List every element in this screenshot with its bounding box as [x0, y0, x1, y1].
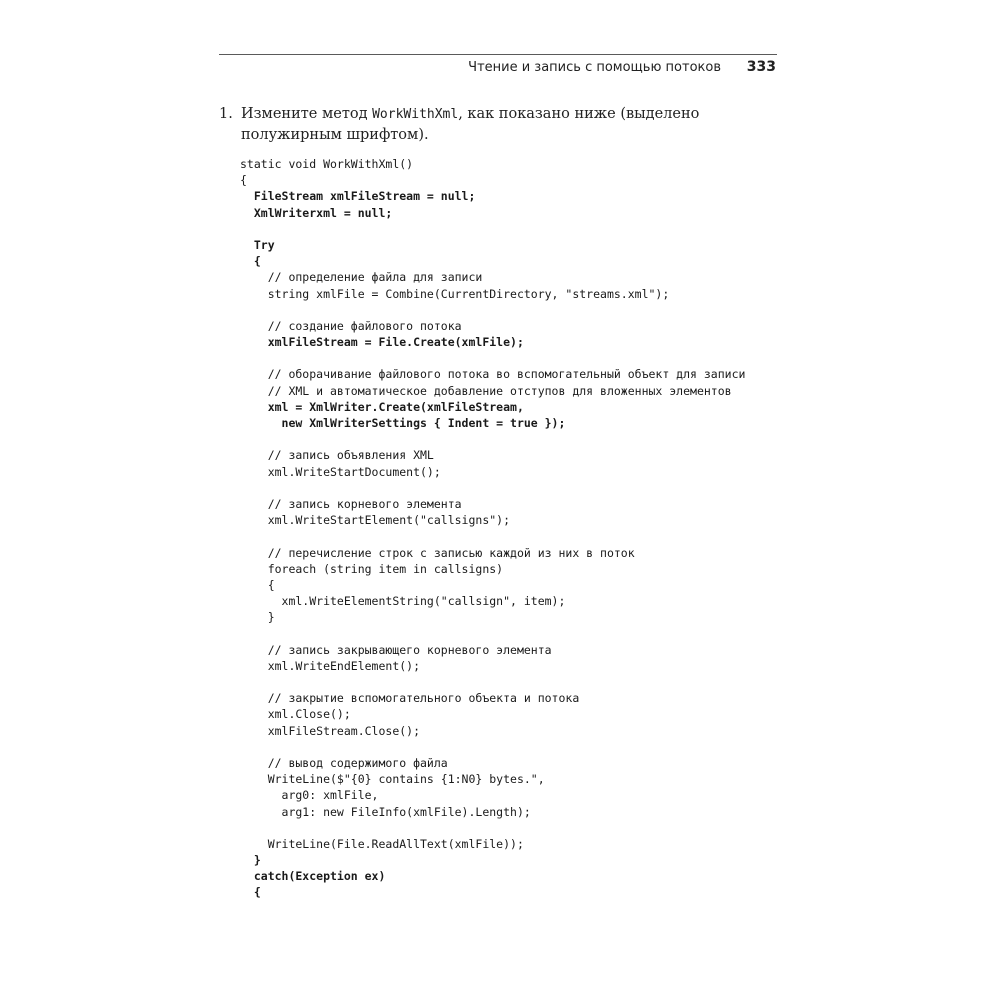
code-line: [240, 528, 745, 544]
page-number: 333: [746, 59, 776, 75]
code-line: // запись корневого элемента: [240, 496, 462, 511]
code-line: xml.WriteStartElement("callsigns");: [240, 513, 511, 528]
code-line: // запись закрывающего корневого элемента: [240, 642, 552, 657]
code-line: Try: [240, 237, 275, 252]
code-line: xmlFileStream = File.Create(xmlFile);: [240, 335, 524, 350]
code-line: [240, 674, 745, 690]
code-line: {: [240, 885, 261, 900]
code-line: [240, 625, 745, 641]
chapter-title: Чтение и запись с помощью потоков: [468, 60, 721, 75]
code-line: {: [240, 254, 261, 269]
code-line: xml.WriteStartDocument();: [240, 464, 441, 479]
code-line: xml.Close();: [240, 707, 351, 722]
code-line: XmlWriterxml = null;: [240, 205, 393, 220]
code-line: xml.WriteElementString("callsign", item);: [240, 594, 566, 609]
code-line: catch(Exception ex): [240, 869, 386, 884]
code-line: {: [240, 173, 247, 188]
code-line: WriteLine(File.ReadAllText(xmlFile));: [240, 836, 524, 851]
step-number: 1.: [219, 106, 233, 122]
code-line: new XmlWriterSettings { Indent = true });: [240, 416, 566, 430]
code-line: static void WorkWithXml(): [240, 157, 414, 171]
code-line: // оборачивание файлового потока во вспомогательный объект для записи: [240, 367, 746, 382]
code-line: [240, 820, 745, 836]
code-line: // XML и автоматическое добавление отступов для вложенных элементов: [240, 383, 732, 398]
code-line: string xmlFile = Combine(CurrentDirectory, "streams.xml");: [240, 286, 670, 301]
code-line: {: [240, 577, 275, 592]
method-name: WorkWithXml: [372, 107, 459, 122]
code-line: [240, 431, 745, 447]
code-line: // вывод содержимого файла: [240, 755, 448, 770]
code-line: }: [240, 853, 261, 868]
code-line: WriteLine($"{0} contains {1:N0} bytes.",: [240, 772, 545, 787]
code-line: [240, 350, 745, 366]
code-line: // определение файла для записи: [240, 270, 483, 285]
code-line: // создание файлового потока: [240, 318, 462, 333]
code-line: // перечисление строк с записью каждой из них в поток: [240, 545, 635, 560]
code-line: [240, 221, 745, 237]
code-line: [240, 739, 745, 755]
code-line: xml = XmlWriter.Create(xmlFileStream,: [240, 399, 524, 414]
code-line: // закрытие вспомогательного объекта и потока: [240, 691, 580, 706]
code-line: foreach (string item in callsigns): [240, 561, 504, 576]
code-line: arg0: xmlFile,: [240, 788, 379, 803]
code-line: [240, 480, 745, 496]
code-line: [240, 302, 745, 318]
code-line: // запись объявления XML: [240, 448, 434, 463]
instruction-step: [219, 104, 779, 145]
code-line: xml.WriteEndElement();: [240, 658, 421, 673]
step-text-after: , как показано ниже (выделено полужирным шрифтом).: [241, 106, 700, 143]
step-text: [241, 104, 779, 145]
running-header: [219, 54, 777, 75]
step-text-before: Измените метод: [241, 106, 373, 122]
code-line: FileStream xmlFileStream = null;: [240, 189, 476, 204]
code-listing: [240, 156, 745, 901]
code-line: }: [240, 610, 275, 625]
code-line: arg1: new FileInfo(xmlFile).Length);: [240, 804, 531, 819]
code-line: xmlFileStream.Close();: [240, 723, 421, 738]
